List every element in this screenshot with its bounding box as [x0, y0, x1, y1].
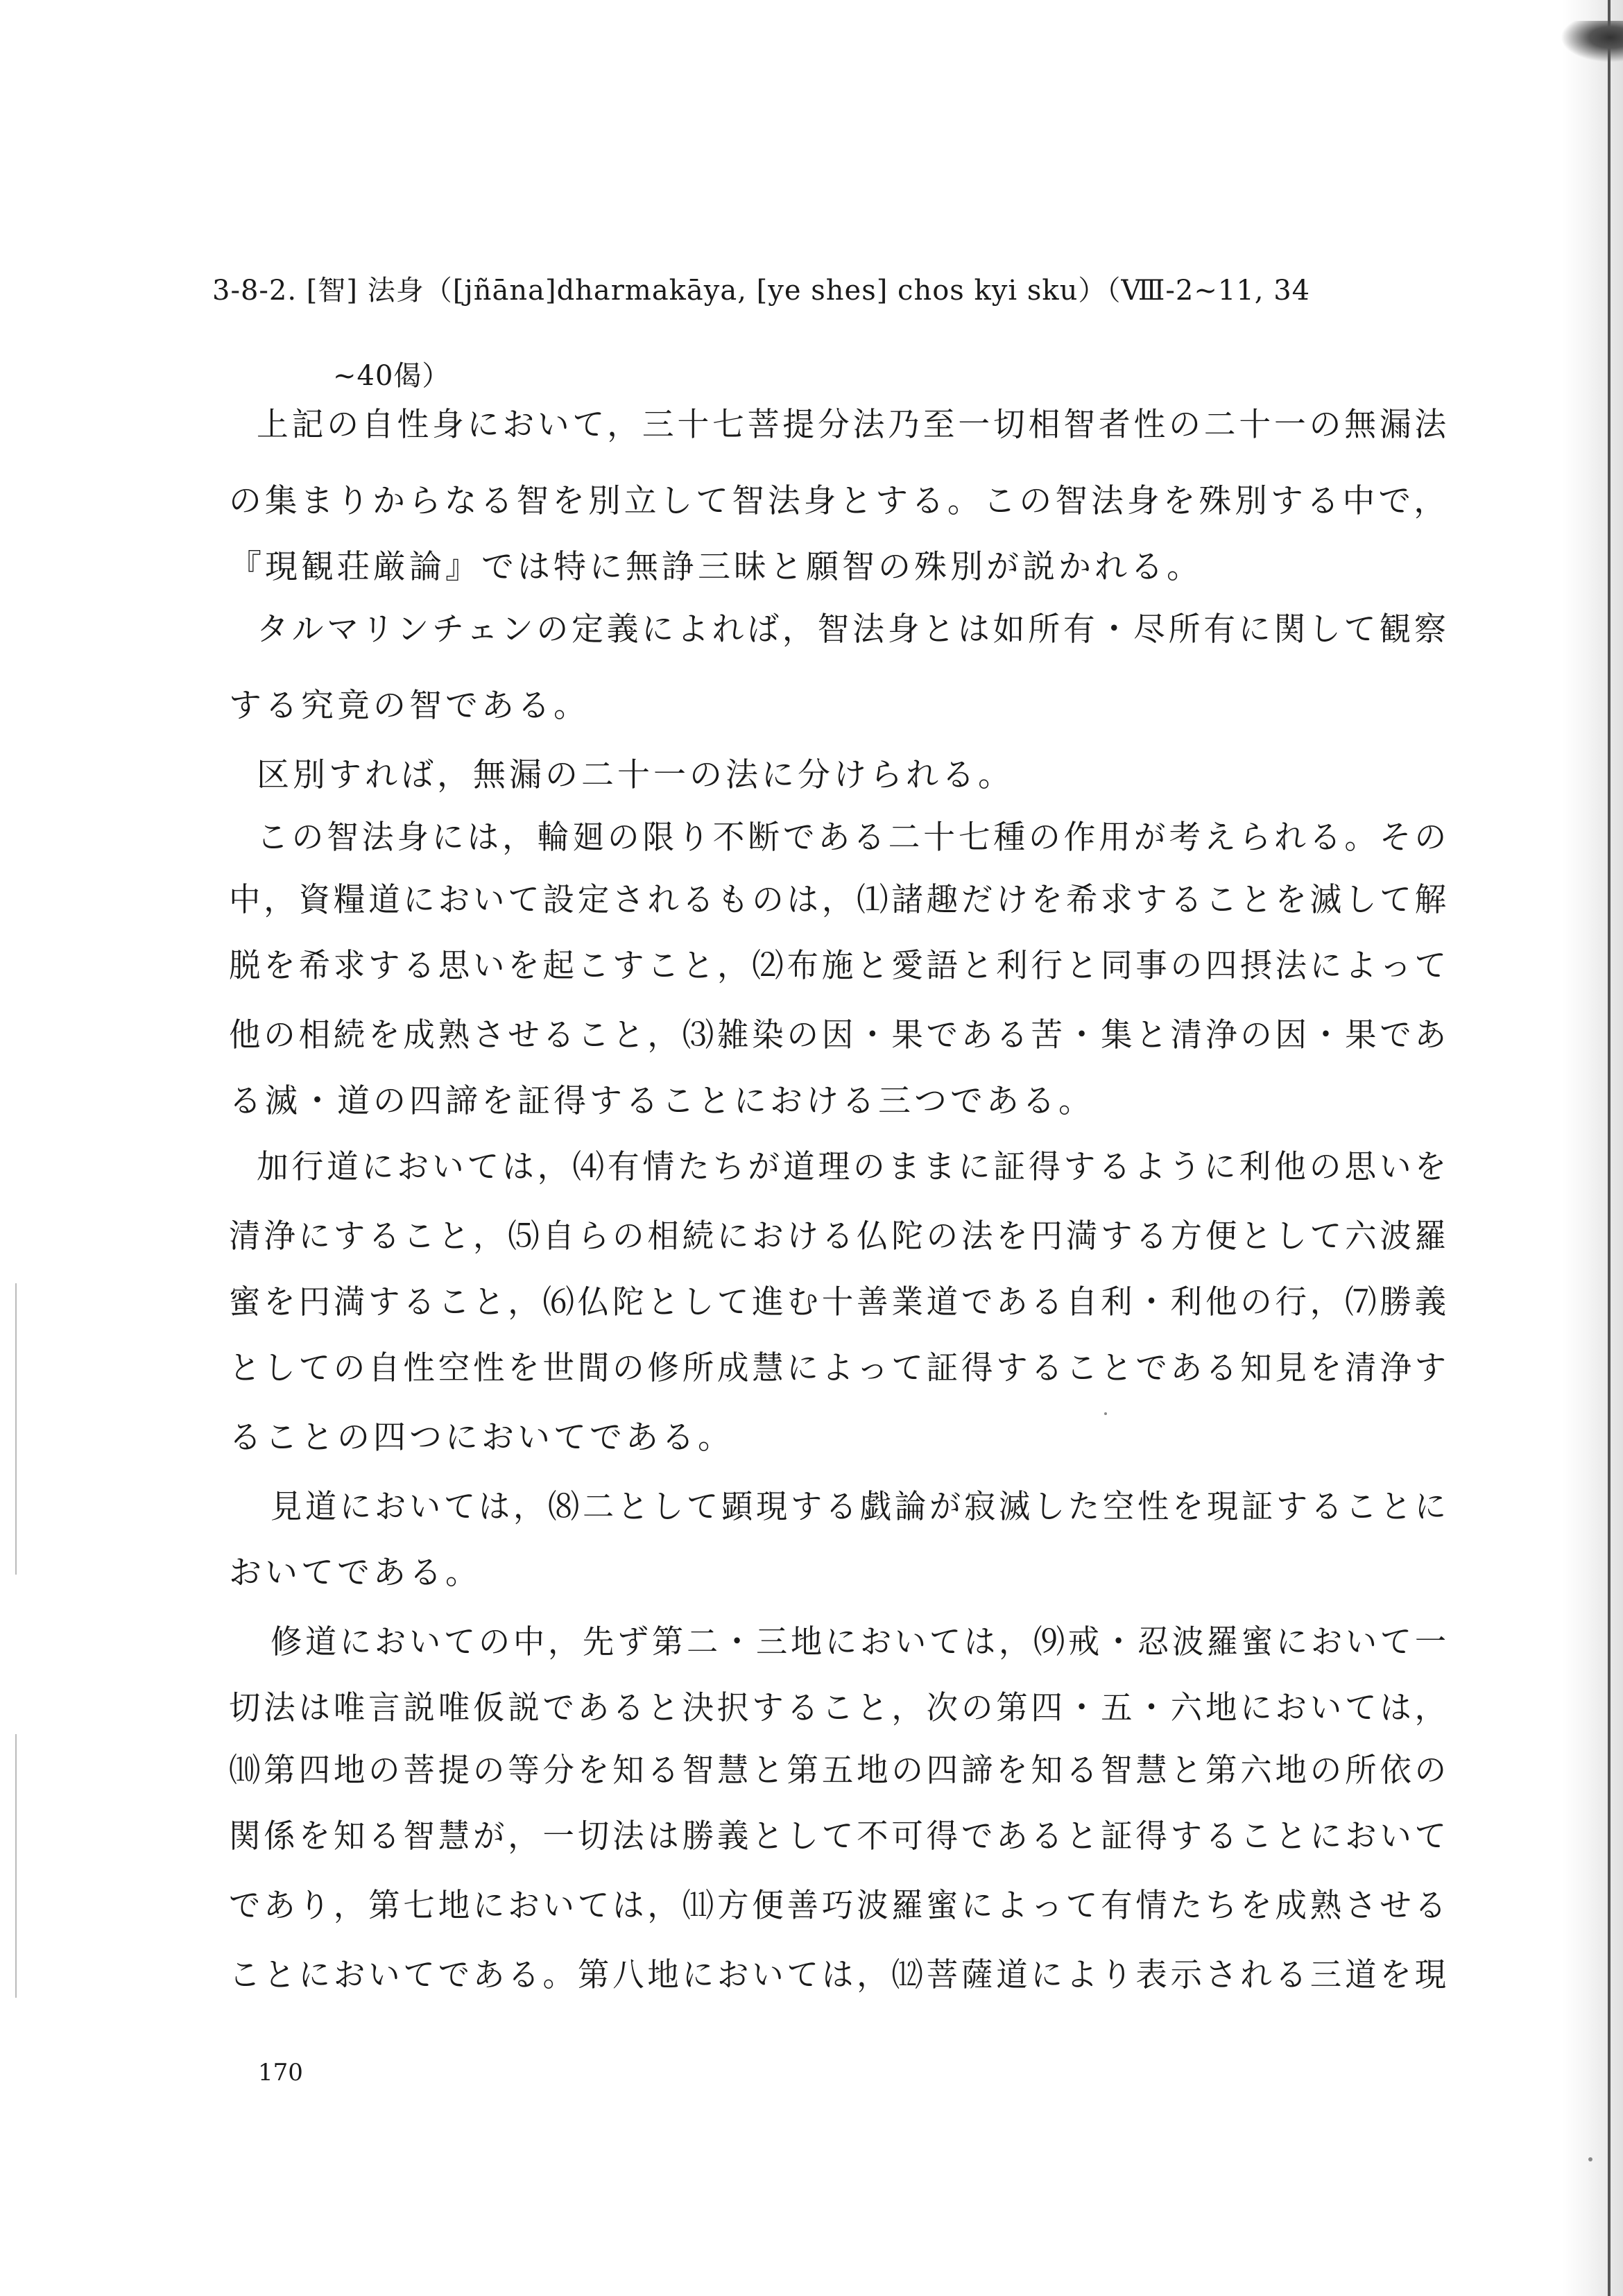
scan-speck: [1104, 1412, 1107, 1415]
text-line: 他の相続を成熟させること，⑶雑染の因・果である苦・集と清浄の因・果であ: [229, 1016, 1450, 1054]
text-line: この智法身には，輪廻の限り不断である二十七種の作用が考えられる。その: [257, 819, 1450, 857]
text-line: おいてである。: [229, 1554, 481, 1592]
text-line: する究竟の智である。: [229, 687, 590, 725]
text-line: 上記の自性身において，三十七菩提分法乃至一切相智者性の二十一の無漏法: [257, 406, 1450, 444]
text-line: る滅・道の四諦を証得することにおける三つである。: [229, 1082, 1094, 1120]
binding-edge: [1608, 0, 1611, 2296]
section-heading: 3-8-2. [智] 法身（[jñāna]dharmakāya, [ye shes] chos kyi sku）（Ⅷ-2~11, 34: [212, 275, 1311, 307]
text-line: としての自性空性を世間の修所成慧によって証得することである知見を清浄す: [229, 1349, 1450, 1387]
text-line: の集まりからなる智を別立して智法身とする。この智法身を殊別する中で，: [229, 482, 1450, 520]
text-line: 清浄にすること，⑸自らの相続における仏陀の法を円満する方便として六波羅: [229, 1217, 1450, 1256]
text-line: ることの四つにおいてである。: [229, 1419, 734, 1457]
text-line: 脱を希求する思いを起こすこと，⑵布施と愛語と利行と同事の四摂法によって: [229, 947, 1450, 985]
page-number: 170: [258, 2059, 303, 2087]
text-line: 修道においての中，先ず第二・三地においては，⑼戒・忍波羅蜜において一: [270, 1623, 1450, 1661]
text-line: タルマリンチェンの定義によれば，智法身とは如所有・尽所有に関して観察: [257, 610, 1450, 649]
text-line: 関係を知る智慧が，一切法は勝義として不可得であると証得することにおいて: [229, 1817, 1450, 1856]
text-line: ⑽第四地の菩提の等分を知る智慧と第五地の四諦を知る智慧と第六地の所依の: [229, 1751, 1450, 1790]
text-line: 中，資糧道において設定されるものは，⑴諸趣だけを希求することを滅して解: [229, 881, 1450, 919]
corner-scan-mark: [1561, 21, 1623, 62]
text-line: であり，第七地においては，⑾方便善巧波羅蜜によって有情たちを成熟させる: [229, 1887, 1450, 1925]
scan-artifact-line: [15, 1283, 17, 1575]
text-line: 『現観荘厳論』では特に無諍三昧と願智の殊別が説かれる。: [229, 548, 1203, 586]
scan-speck: [1588, 2157, 1592, 2161]
section-heading-continuation: ~40偈）: [333, 360, 451, 392]
text-line: 見道においては，⑻二として顕現する戯論が寂滅した空性を現証することに: [270, 1488, 1450, 1526]
binding-shadow: [1562, 0, 1623, 2296]
text-line: ことにおいてである。第八地においては，⑿菩薩道により表示される三道を現: [229, 1956, 1450, 1994]
text-line: 加行道においては，⑷有情たちが道理のままに証得するように利他の思いを: [257, 1148, 1450, 1186]
text-line: 区別すれば，無漏の二十一の法に分けられる。: [257, 756, 1014, 794]
text-line: 切法は唯言説唯仮説であると決択すること，次の第四・五・六地においては，: [229, 1689, 1450, 1727]
scan-artifact-line: [15, 1734, 17, 1998]
text-line: 蜜を円満すること，⑹仏陀として進む十善業道である自利・利他の行，⑺勝義: [229, 1283, 1450, 1321]
